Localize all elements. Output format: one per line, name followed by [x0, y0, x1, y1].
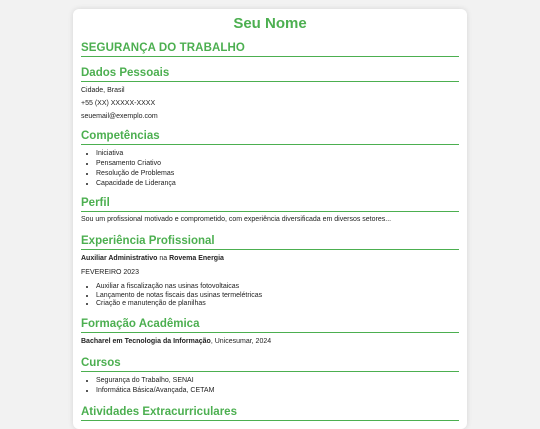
courses-list [81, 376, 459, 396]
job-connector: na [157, 255, 170, 262]
experience-position [81, 253, 459, 264]
personal-email: seuemail@exemplo.com [81, 113, 158, 120]
resume-card [73, 9, 467, 429]
degree-details: , Unicesumar, 2024 [210, 337, 272, 345]
list-item: • Pensamento Criativo [96, 159, 459, 169]
education-entry [81, 336, 459, 347]
list-item: • Segurança do Trabalho, SENAI [96, 376, 459, 386]
skills-heading: Competências [81, 130, 459, 145]
profile-heading: Perfil [81, 197, 459, 212]
experience-date: FEVEREIRO 2023 [81, 269, 139, 276]
company-name: Rovema Energia [169, 255, 224, 262]
degree-name: Bacharel em Tecnologia da Informação [81, 337, 211, 345]
personal-city: Cidade, Brasil [81, 87, 125, 94]
personal-section [81, 85, 459, 122]
profile-text: Sou um profissional motivado e comprometido, com experiência diversificada em diversos setores... [81, 216, 392, 223]
extracurricular-heading: Atividades Extracurriculares [81, 406, 459, 421]
list-item: • Resolução de Problemas [96, 169, 459, 179]
role-heading: SEGURANÇA DO TRABALHO [81, 42, 459, 57]
list-item: • Lançamento de notas fiscais das usinas termelétricas [96, 292, 459, 301]
courses-heading: Cursos [81, 357, 459, 372]
experience-tasks [81, 283, 459, 309]
list-item: • Auxiliar a fiscalização nas usinas fotovoltaicas [96, 283, 459, 292]
education-heading: Formação Acadêmica [81, 318, 459, 333]
list-item: • Capacidade de Liderança [96, 179, 459, 189]
experience-heading: Experiência Profissional [81, 235, 459, 250]
list-item: • Criação e manutenção de planilhas [96, 300, 459, 309]
list-item: • Informática Básica/Avançada, CETAM [96, 386, 459, 396]
skills-list [81, 149, 459, 189]
resume-name: Seu Nome [233, 15, 307, 32]
personal-phone: +55 (XX) XXXXX-XXXX [81, 100, 156, 107]
personal-heading: Dados Pessoais [81, 67, 459, 82]
job-title: Auxiliar Administrativo [81, 255, 158, 262]
list-item: • Iniciativa [96, 149, 459, 159]
